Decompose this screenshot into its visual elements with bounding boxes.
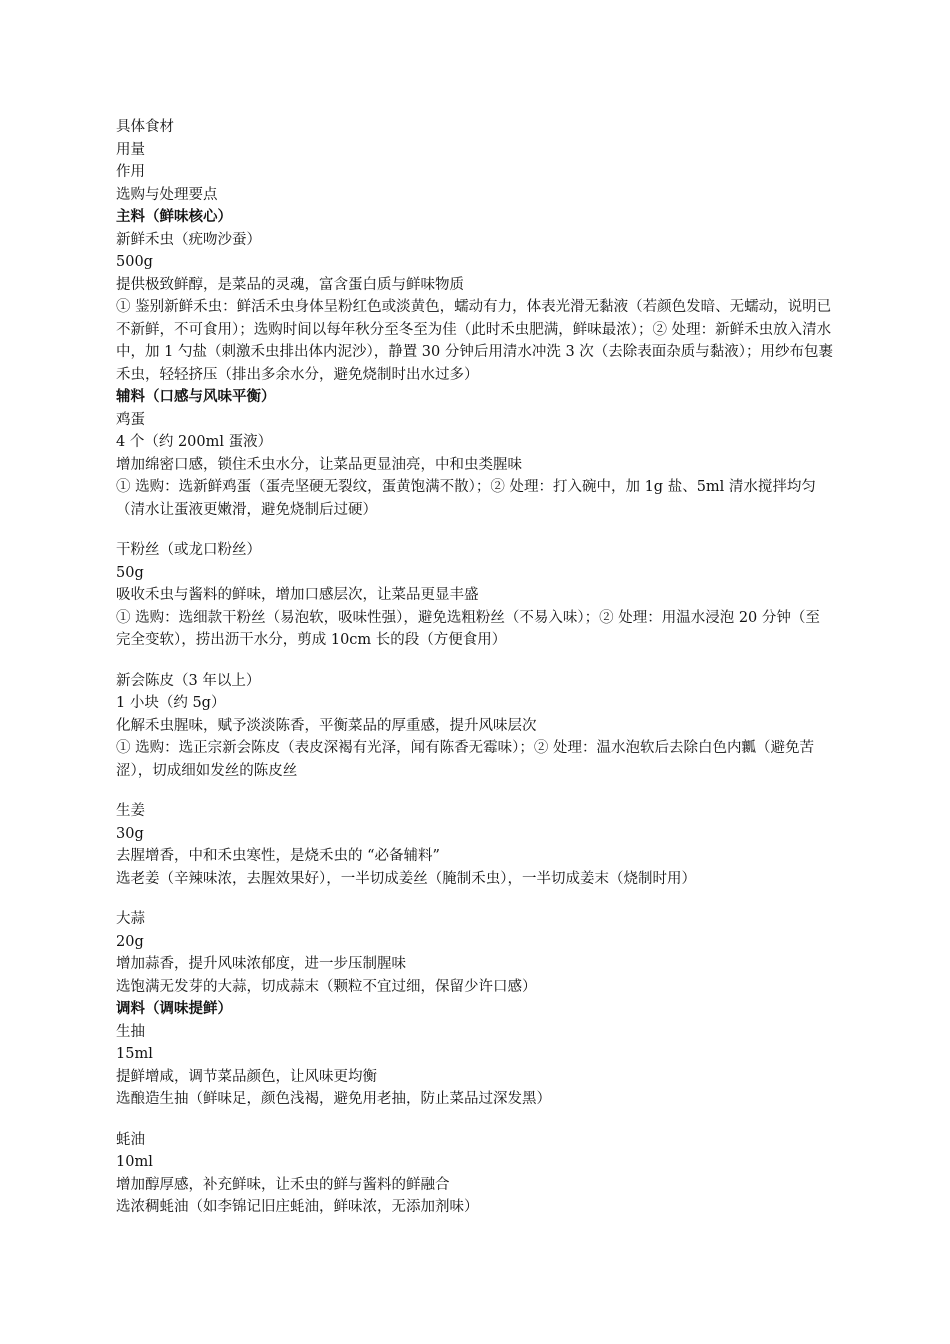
ingredient-name: 生姜 (116, 803, 145, 819)
ingredient-role: 吸收禾虫与酱料的鲜味，增加口感层次，让菜品更显丰盛 (116, 587, 479, 603)
section-title-main: 主料（鲜味核心） (116, 208, 232, 225)
ingredient-amount: 50g (116, 564, 144, 581)
ingredient-role: 增加绵密口感，锁住禾虫水分，让菜品更显油亮，中和虫类腥味 (116, 456, 522, 473)
ingredient-name: 大蒜 (116, 911, 145, 927)
paragraph-gap (116, 782, 834, 800)
document-page (116, 116, 834, 1219)
paragraph-gap (116, 521, 834, 539)
header-tips: 选购与处理要点 (116, 186, 218, 203)
ingredient-role: 去腥增香，中和禾虫寒性，是烧禾虫的 “必备辅料” (116, 848, 440, 864)
ingredient-amount: 1 小块（约 5g） (116, 695, 226, 711)
ingredient-tips: 选酿造生抽（鲜味足，颜色浅褐，避免用老抽，防止菜品过深发黑） (116, 1091, 551, 1107)
ingredient-item (116, 670, 834, 783)
ingredient-name: 鸡蛋 (116, 411, 145, 428)
ingredient-item (116, 539, 834, 652)
ingredient-tips: ① 选购：选细款干粉丝（易泡软，吸味性强），避免选粗粉丝（不易入味）；② 处理：用温水浸泡 20 分钟（至完全变软），捞出沥干水分，剪成 10cm 长的段（方便食用） (116, 609, 820, 648)
section-title-auxiliary: 辅料（口感与风味平衡） (116, 388, 276, 405)
paragraph-gap (116, 652, 834, 670)
ingredient-role: 提供极致鲜醇，是菜品的灵魂，富含蛋白质与鲜味物质 (116, 276, 464, 293)
ingredient-role: 增加蒜香，提升风味浓郁度，进一步压制腥味 (116, 956, 406, 972)
ingredient-name: 生抽 (116, 1023, 145, 1040)
header-ingredient: 具体食材 (116, 119, 174, 135)
ingredient-tips: 选老姜（辛辣味浓，去腥效果好），一半切成姜丝（腌制禾虫），一半切成姜末（烧制时用） (116, 870, 696, 887)
ingredient-amount: 15ml (116, 1046, 153, 1062)
ingredient-name: 干粉丝（或龙口粉丝） (116, 542, 261, 558)
ingredient-name: 新鲜禾虫（疣吻沙蚕） (116, 231, 261, 248)
ingredient-amount: 500g (116, 254, 153, 270)
ingredient-item (116, 1129, 834, 1219)
ingredient-tips: ① 鉴别新鲜禾虫：鲜活禾虫身体呈粉红色或淡黄色，蠕动有力，体表光滑无黏液（若颜色发暗、无蠕动，说明已不新鲜，不可食用）；选购时间以每年秋分至冬至为佳（此时禾虫肥满，鲜味最浓）；② 处理：新鲜禾虫放入清水中，加 1 勺盐（刺激禾虫排出体内泥沙），静置 30 分钟后用清水冲洗 3 次（去除表面杂质与黏液）；用纱布包裹禾虫，轻轻挤压（排出多余水分，避免烧制时出水过多） (116, 299, 834, 383)
ingredient-amount: 10ml (116, 1154, 153, 1170)
ingredient-tips: ① 选购：选正宗新会陈皮（表皮深褐有光泽，闻有陈香无霉味）；② 处理：温水泡软后去除白色内瓤（避免苦涩），切成细如发丝的陈皮丝 (116, 740, 814, 779)
ingredient-item (116, 908, 834, 998)
ingredient-amount: 30g (116, 825, 144, 842)
ingredient-item (116, 1021, 834, 1111)
ingredient-tips: ① 选购：选新鲜鸡蛋（蛋壳坚硬无裂纹，蛋黄饱满不散）；② 处理：打入碗中，加 1g 盐、5ml 清水搅拌均匀（清水让蛋液更嫩滑，避免烧制后过硬） (116, 479, 816, 518)
ingredient-role: 提鲜增咸，调节菜品颜色，让风味更均衡 (116, 1068, 377, 1085)
ingredient-name: 蚝油 (116, 1131, 145, 1148)
ingredient-item (116, 800, 834, 890)
ingredient-role: 增加醇厚感，补充鲜味，让禾虫的鲜与酱料的鲜融合 (116, 1176, 450, 1193)
ingredient-amount: 20g (116, 933, 144, 950)
ingredient-item (116, 229, 834, 387)
paragraph-gap (116, 890, 834, 908)
header-role: 作用 (116, 164, 145, 180)
header-amount: 用量 (116, 141, 145, 158)
ingredient-tips: 选浓稠蚝油（如李锦记旧庄蚝油，鲜味浓，无添加剂味） (116, 1199, 479, 1215)
ingredient-role: 化解禾虫腥味，赋予淡淡陈香，平衡菜品的厚重感，提升风味层次 (116, 717, 537, 734)
ingredient-name: 新会陈皮（3 年以上） (116, 672, 261, 689)
paragraph-gap (116, 1111, 834, 1129)
ingredient-amount: 4 个（约 200ml 蛋液） (116, 434, 273, 450)
section-title-seasoning: 调料（调味提鲜） (116, 1000, 232, 1017)
ingredient-item (116, 409, 834, 522)
ingredient-tips: 选饱满无发芽的大蒜，切成蒜末（颗粒不宜过细，保留少许口感） (116, 978, 537, 995)
